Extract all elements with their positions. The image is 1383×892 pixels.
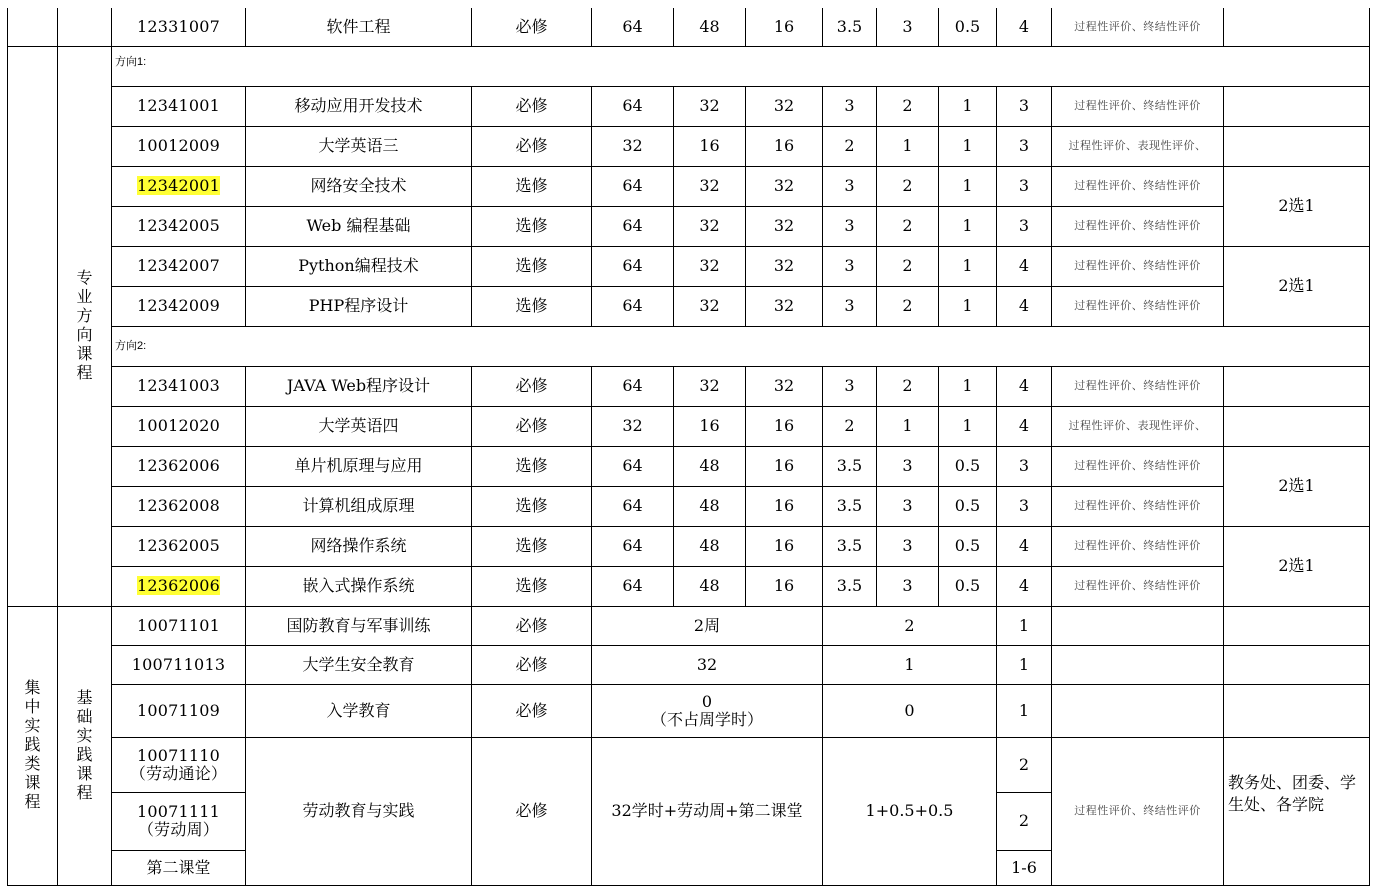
theory-credits: 3	[877, 486, 939, 526]
table-row	[8, 286, 1370, 326]
note	[1224, 86, 1370, 126]
course-type: 必修	[472, 8, 592, 46]
table-row	[8, 486, 1370, 526]
credits: 2	[823, 126, 877, 166]
total-hours: 2周	[592, 606, 823, 645]
table-row	[8, 326, 1370, 366]
theory-hours: 16	[674, 126, 746, 166]
semester: 4	[997, 526, 1052, 566]
category-cell-top	[8, 8, 58, 46]
labor-sub-1: （劳动通论）	[129, 763, 228, 783]
semester: 1-6	[997, 850, 1052, 885]
credits: 3.5	[823, 446, 877, 486]
course-type: 选修	[472, 206, 592, 246]
course-name: 单片机原理与应用	[246, 446, 472, 486]
theory-hours: 48	[674, 446, 746, 486]
course-code: 12331007	[112, 8, 246, 46]
credits: 3.5	[823, 486, 877, 526]
theory-credits: 2	[877, 86, 939, 126]
category-practice: 集中实践类课程	[8, 606, 58, 885]
course-type: 必修	[472, 406, 592, 446]
course-name: 嵌入式操作系统	[246, 566, 472, 606]
course-code: 第二课堂	[112, 850, 246, 885]
course-type: 选修	[472, 446, 592, 486]
total-hours: 32学时+劳动周+第二课堂	[592, 737, 823, 885]
practice-hours: 32	[746, 286, 823, 326]
course-code: 100711013	[112, 645, 246, 684]
semester: 4	[997, 246, 1052, 286]
hours-note: （不占周学时）	[650, 709, 763, 729]
course-name: 大学英语四	[246, 406, 472, 446]
table-row	[8, 684, 1370, 737]
total-hours: 64	[592, 246, 674, 286]
course-type: 选修	[472, 566, 592, 606]
table-row	[8, 366, 1370, 406]
course-plan-table	[7, 8, 1370, 886]
semester: 2	[997, 792, 1052, 850]
practice-credits: 1	[939, 286, 997, 326]
labor-code-1: 10071110	[136, 745, 221, 765]
course-code: 10012020	[112, 406, 246, 446]
credits: 3	[823, 246, 877, 286]
note	[1224, 126, 1370, 166]
credits: 2	[823, 406, 877, 446]
evaluation: 过程性评价、终结性评价	[1052, 166, 1224, 206]
total-hours: 32	[592, 406, 674, 446]
note	[1224, 366, 1370, 406]
evaluation	[1052, 684, 1224, 737]
credits: 3.5	[823, 526, 877, 566]
table-row	[8, 737, 1370, 792]
credits: 1	[823, 645, 997, 684]
elective-note: 2选1	[1224, 446, 1370, 526]
elective-note: 2选1	[1224, 246, 1370, 326]
practice-hours: 16	[746, 406, 823, 446]
course-name: 大学英语三	[246, 126, 472, 166]
semester: 1	[997, 645, 1052, 684]
theory-credits: 1	[877, 406, 939, 446]
course-type: 必修	[472, 86, 592, 126]
practice-credits: 1	[939, 206, 997, 246]
practice-hours: 32	[746, 86, 823, 126]
theory-credits: 2	[877, 246, 939, 286]
total-hours: 32	[592, 645, 823, 684]
theory-credits: 3	[877, 8, 939, 46]
credits: 3	[823, 286, 877, 326]
evaluation: 过程性评价、终结性评价	[1052, 8, 1224, 46]
evaluation: 过程性评价、终结性评价	[1052, 366, 1224, 406]
semester: 4	[997, 406, 1052, 446]
course-name: 网络操作系统	[246, 526, 472, 566]
course-code: 12362006	[112, 446, 246, 486]
table-row	[8, 126, 1370, 166]
direction-1-label: 方向1:	[112, 46, 1370, 86]
theory-hours: 48	[674, 566, 746, 606]
semester: 3	[997, 126, 1052, 166]
total-hours: 64	[592, 286, 674, 326]
course-type: 必修	[472, 126, 592, 166]
practice-hours: 16	[746, 486, 823, 526]
table-row	[8, 406, 1370, 446]
note	[1224, 645, 1370, 684]
theory-credits: 1	[877, 126, 939, 166]
practice-hours: 32	[746, 366, 823, 406]
course-code	[112, 166, 246, 206]
evaluation: 过程性评价、终结性评价	[1052, 737, 1224, 885]
course-type: 选修	[472, 286, 592, 326]
responsible-departments: 教务处、团委、学生处、各学院	[1224, 737, 1370, 885]
total-hours	[592, 684, 823, 737]
course-code: 10012009	[112, 126, 246, 166]
practice-hours: 16	[746, 446, 823, 486]
practice-credits: 1	[939, 246, 997, 286]
table-row	[8, 8, 1370, 46]
credits: 1+0.5+0.5	[823, 737, 997, 885]
practice-credits: 0.5	[939, 566, 997, 606]
total-hours: 32	[592, 126, 674, 166]
theory-hours: 16	[674, 406, 746, 446]
theory-credits: 2	[877, 206, 939, 246]
theory-credits: 3	[877, 446, 939, 486]
practice-credits: 0.5	[939, 446, 997, 486]
course-code	[112, 792, 246, 850]
course-type: 必修	[472, 737, 592, 885]
theory-credits: 3	[877, 526, 939, 566]
note	[1224, 406, 1370, 446]
semester: 3	[997, 446, 1052, 486]
course-name: 大学生安全教育	[246, 645, 472, 684]
practice-hours: 16	[746, 8, 823, 46]
course-name: 入学教育	[246, 684, 472, 737]
category-cell-continued	[8, 46, 58, 606]
semester: 1	[997, 684, 1052, 737]
practice-hours: 32	[746, 166, 823, 206]
practice-credits: 0.5	[939, 526, 997, 566]
theory-credits: 2	[877, 166, 939, 206]
course-type: 必修	[472, 645, 592, 684]
table-row	[8, 246, 1370, 286]
semester: 3	[997, 166, 1052, 206]
semester: 2	[997, 737, 1052, 792]
course-name: 移动应用开发技术	[246, 86, 472, 126]
evaluation: 过程性评价、终结性评价	[1052, 526, 1224, 566]
theory-hours: 32	[674, 246, 746, 286]
total-hours: 64	[592, 166, 674, 206]
credits: 3	[823, 86, 877, 126]
theory-hours: 32	[674, 166, 746, 206]
labor-sub-2: （劳动周）	[137, 820, 219, 839]
evaluation	[1052, 645, 1224, 684]
course-code: 12362008	[112, 486, 246, 526]
course-name: 劳动教育与实践	[246, 737, 472, 885]
semester: 3	[997, 486, 1052, 526]
course-code: 12342005	[112, 206, 246, 246]
hours-value: 0	[701, 691, 713, 711]
course-name: Python编程技术	[246, 246, 472, 286]
table-row	[8, 526, 1370, 566]
practice-credits: 1	[939, 366, 997, 406]
practice-hours: 16	[746, 126, 823, 166]
highlighted-code: 12362006	[136, 576, 221, 595]
course-code: 10071101	[112, 606, 246, 645]
course-code	[112, 566, 246, 606]
course-type: 选修	[472, 246, 592, 286]
evaluation: 过程性评价、终结性评价	[1052, 206, 1224, 246]
theory-hours: 32	[674, 286, 746, 326]
elective-note: 2选1	[1224, 526, 1370, 606]
practice-hours: 16	[746, 526, 823, 566]
credits: 3	[823, 166, 877, 206]
table-row	[8, 46, 1370, 86]
credits: 3.5	[823, 566, 877, 606]
semester: 3	[997, 86, 1052, 126]
theory-hours: 32	[674, 86, 746, 126]
course-type: 选修	[472, 166, 592, 206]
practice-hours: 32	[746, 246, 823, 286]
semester: 4	[997, 286, 1052, 326]
highlighted-code: 12342001	[136, 176, 221, 195]
theory-hours: 32	[674, 366, 746, 406]
subcategory-cell-top	[58, 8, 112, 46]
course-type: 选修	[472, 486, 592, 526]
table-row	[8, 566, 1370, 606]
table-row	[8, 446, 1370, 486]
course-code: 12342007	[112, 246, 246, 286]
practice-hours: 16	[746, 566, 823, 606]
course-code: 12342009	[112, 286, 246, 326]
theory-credits: 3	[877, 566, 939, 606]
theory-hours: 48	[674, 8, 746, 46]
evaluation: 过程性评价、表现性评价、	[1052, 406, 1224, 446]
total-hours: 64	[592, 206, 674, 246]
semester: 3	[997, 206, 1052, 246]
practice-credits: 1	[939, 406, 997, 446]
theory-credits: 2	[877, 366, 939, 406]
practice-credits: 1	[939, 86, 997, 126]
evaluation: 过程性评价、表现性评价、	[1052, 126, 1224, 166]
evaluation: 过程性评价、终结性评价	[1052, 286, 1224, 326]
semester: 4	[997, 8, 1052, 46]
course-code: 12341001	[112, 86, 246, 126]
semester: 1	[997, 606, 1052, 645]
course-name: 计算机组成原理	[246, 486, 472, 526]
course-code: 10071109	[112, 684, 246, 737]
total-hours: 64	[592, 8, 674, 46]
course-name: 软件工程	[246, 8, 472, 46]
semester: 4	[997, 366, 1052, 406]
evaluation: 过程性评价、终结性评价	[1052, 566, 1224, 606]
credits: 3	[823, 366, 877, 406]
evaluation	[1052, 606, 1224, 645]
practice-credits: 0.5	[939, 486, 997, 526]
credits: 3.5	[823, 8, 877, 46]
table-row	[8, 206, 1370, 246]
course-type: 必修	[472, 366, 592, 406]
evaluation: 过程性评价、终结性评价	[1052, 246, 1224, 286]
theory-hours: 48	[674, 486, 746, 526]
course-type: 必修	[472, 684, 592, 737]
table-row	[8, 606, 1370, 645]
total-hours: 64	[592, 486, 674, 526]
total-hours: 64	[592, 526, 674, 566]
practice-credits: 1	[939, 126, 997, 166]
credits: 0	[823, 684, 997, 737]
course-type: 必修	[472, 606, 592, 645]
subcategory-basic-practice: 基础实践课程	[58, 606, 112, 885]
category-major-direction: 专业方向课程	[58, 46, 112, 606]
direction-2-label: 方向2:	[112, 326, 1370, 366]
total-hours: 64	[592, 366, 674, 406]
course-code: 12362005	[112, 526, 246, 566]
elective-note: 2选1	[1224, 166, 1370, 246]
course-name: 国防教育与军事训练	[246, 606, 472, 645]
table-row	[8, 166, 1370, 206]
practice-credits: 1	[939, 166, 997, 206]
credits: 3	[823, 206, 877, 246]
table-row	[8, 86, 1370, 126]
semester: 4	[997, 566, 1052, 606]
note	[1224, 684, 1370, 737]
course-name: PHP程序设计	[246, 286, 472, 326]
total-hours: 64	[592, 446, 674, 486]
course-name: 网络安全技术	[246, 166, 472, 206]
evaluation: 过程性评价、终结性评价	[1052, 86, 1224, 126]
evaluation: 过程性评价、终结性评价	[1052, 446, 1224, 486]
practice-hours: 32	[746, 206, 823, 246]
table-row	[8, 645, 1370, 684]
evaluation: 过程性评价、终结性评价	[1052, 486, 1224, 526]
theory-hours: 48	[674, 526, 746, 566]
course-type: 选修	[472, 526, 592, 566]
total-hours: 64	[592, 566, 674, 606]
theory-hours: 32	[674, 206, 746, 246]
total-hours: 64	[592, 86, 674, 126]
theory-credits: 2	[877, 286, 939, 326]
course-name: Web 编程基础	[246, 206, 472, 246]
course-name: JAVA Web程序设计	[246, 366, 472, 406]
note	[1224, 8, 1370, 46]
practice-credits: 0.5	[939, 8, 997, 46]
labor-code-2: 10071111	[136, 802, 221, 821]
course-code: 12341003	[112, 366, 246, 406]
credits: 2	[823, 606, 997, 645]
course-code	[112, 737, 246, 792]
note	[1224, 606, 1370, 645]
